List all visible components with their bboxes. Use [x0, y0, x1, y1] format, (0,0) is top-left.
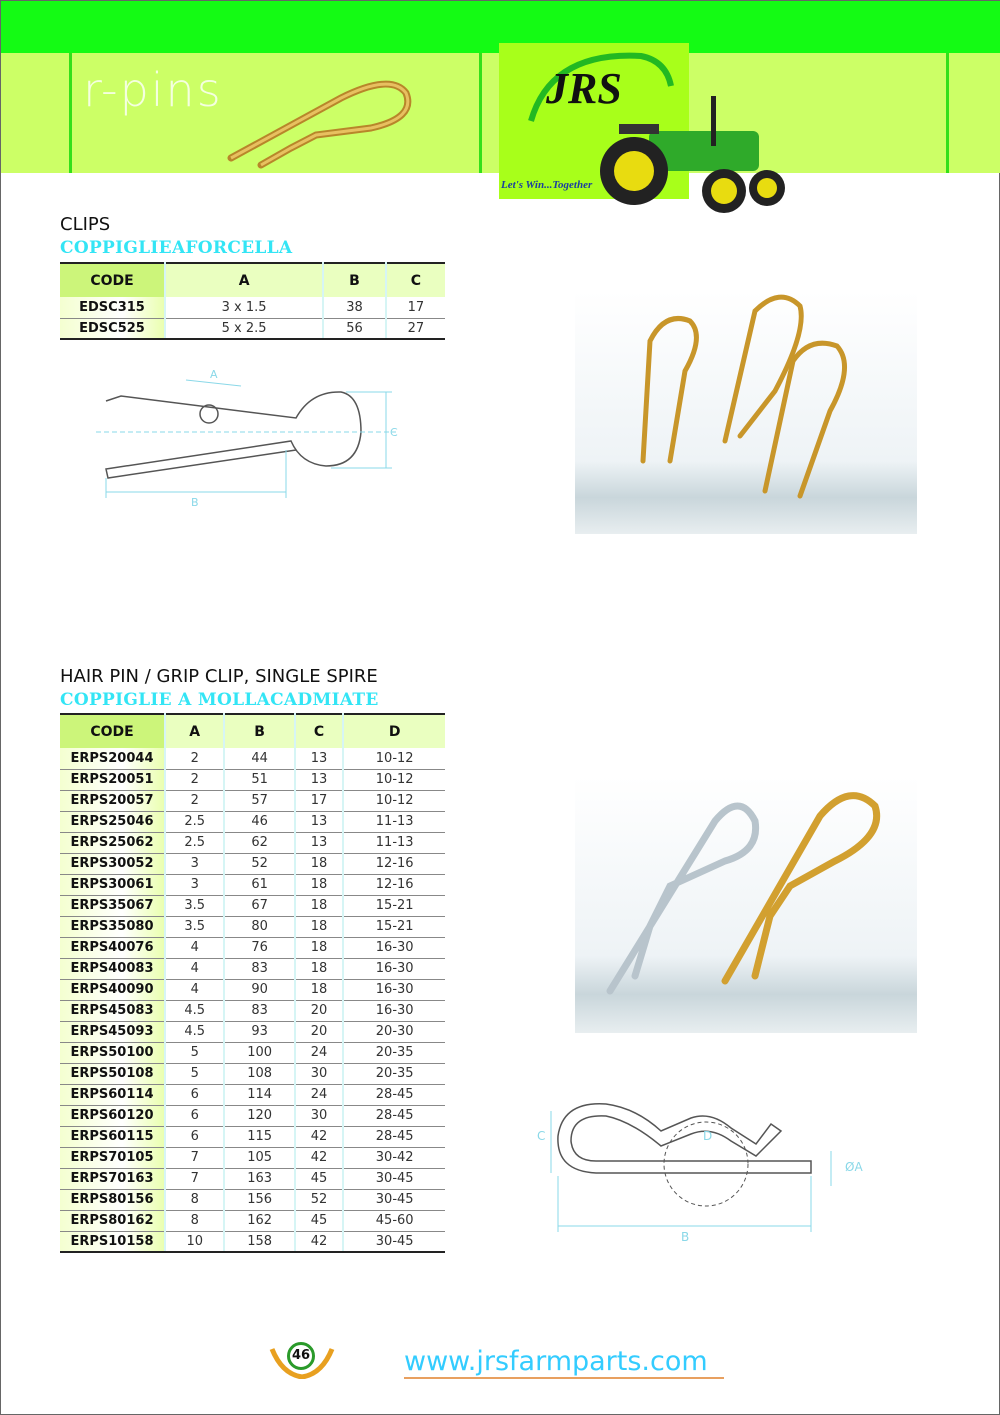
- cell-value: 45-60: [343, 1210, 445, 1231]
- cell-value: 18: [295, 958, 344, 979]
- hairpin-table: [60, 713, 445, 1253]
- cell-value: 5 x 2.5: [165, 318, 323, 339]
- table-row: [60, 811, 445, 832]
- clips-title: CLIPS: [60, 214, 111, 235]
- cell-value: 11-13: [343, 811, 445, 832]
- clips-diagram: [96, 366, 416, 511]
- cell-value: 2: [165, 769, 224, 790]
- website-link[interactable]: www.jrsfarmparts.com: [404, 1346, 724, 1379]
- table-row: [60, 748, 445, 769]
- cell-value: 30-45: [343, 1168, 445, 1189]
- cell-value: 42: [295, 1147, 344, 1168]
- column-header: CODE: [60, 263, 165, 297]
- column-header: B: [224, 714, 294, 748]
- cell-value: 45: [295, 1210, 344, 1231]
- cell-value: 24: [295, 1084, 344, 1105]
- table-row: [60, 790, 445, 811]
- cell-value: 52: [224, 853, 294, 874]
- cell-value: 46: [224, 811, 294, 832]
- cell-value: 13: [295, 748, 344, 769]
- cell-value: 42: [295, 1126, 344, 1147]
- table-row: [60, 874, 445, 895]
- cell-value: 56: [323, 318, 386, 339]
- cell-code: ERPS40090: [60, 979, 165, 1000]
- tractor-image: [599, 96, 791, 216]
- cell-value: 18: [295, 874, 344, 895]
- cell-value: 156: [224, 1189, 294, 1210]
- cell-value: 42: [295, 1231, 344, 1252]
- cell-value: 57: [224, 790, 294, 811]
- cell-value: 18: [295, 979, 344, 1000]
- cell-value: 5: [165, 1042, 224, 1063]
- cell-value: 115: [224, 1126, 294, 1147]
- page-title: r-pins: [83, 63, 223, 117]
- dimension-label-c: C: [390, 426, 398, 439]
- cell-value: 108: [224, 1063, 294, 1084]
- cell-value: 20-35: [343, 1063, 445, 1084]
- cell-value: 52: [295, 1189, 344, 1210]
- clips-photo: [575, 291, 917, 534]
- cell-value: 13: [295, 811, 344, 832]
- cell-value: 30-42: [343, 1147, 445, 1168]
- dimension-label-b: B: [191, 496, 199, 509]
- table-row: [60, 1063, 445, 1084]
- cell-value: 16-30: [343, 937, 445, 958]
- table-row: [60, 916, 445, 937]
- cell-value: 30: [295, 1105, 344, 1126]
- cell-value: 2: [165, 748, 224, 769]
- cell-value: 163: [224, 1168, 294, 1189]
- cell-code: ERPS20057: [60, 790, 165, 811]
- dimension-label-d: D: [703, 1129, 713, 1143]
- cell-value: 3 x 1.5: [165, 297, 323, 318]
- cell-value: 12-16: [343, 874, 445, 895]
- cell-value: 4.5: [165, 1021, 224, 1042]
- cell-value: 51: [224, 769, 294, 790]
- cell-code: ERPS35080: [60, 916, 165, 937]
- cell-value: 10-12: [343, 769, 445, 790]
- cell-value: 3.5: [165, 916, 224, 937]
- cell-code: ERPS25062: [60, 832, 165, 853]
- page-number: 46: [287, 1342, 315, 1370]
- cell-value: 2.5: [165, 832, 224, 853]
- cell-value: 10-12: [343, 790, 445, 811]
- cell-code: ERPS50100: [60, 1042, 165, 1063]
- cell-value: 20: [295, 1000, 344, 1021]
- cell-code: ERPS60120: [60, 1105, 165, 1126]
- cell-value: 28-45: [343, 1105, 445, 1126]
- cell-value: 7: [165, 1147, 224, 1168]
- cell-value: 62: [224, 832, 294, 853]
- cell-value: 105: [224, 1147, 294, 1168]
- table-row: [60, 1105, 445, 1126]
- divider: [69, 53, 72, 173]
- table-row: [60, 853, 445, 874]
- cell-code: ERPS10158: [60, 1231, 165, 1252]
- cell-value: 93: [224, 1021, 294, 1042]
- cell-value: 4.5: [165, 1000, 224, 1021]
- table-row: [60, 1189, 445, 1210]
- cell-code: ERPS50108: [60, 1063, 165, 1084]
- cell-value: 12-16: [343, 853, 445, 874]
- cell-value: 3.5: [165, 895, 224, 916]
- column-header: A: [165, 714, 224, 748]
- cell-code: ERPS35067: [60, 895, 165, 916]
- cell-value: 15-21: [343, 895, 445, 916]
- cell-value: 27: [386, 318, 445, 339]
- cell-value: 8: [165, 1210, 224, 1231]
- cell-value: 20-35: [343, 1042, 445, 1063]
- table-row: [60, 1210, 445, 1231]
- cell-value: 17: [386, 297, 445, 318]
- cell-value: 83: [224, 958, 294, 979]
- cell-code: ERPS20051: [60, 769, 165, 790]
- clips-subtitle: COPPIGLIEAFORCELLA: [60, 238, 293, 258]
- table-row: [60, 1168, 445, 1189]
- cell-value: 13: [295, 769, 344, 790]
- dimension-label-a: A: [210, 368, 218, 381]
- table-row: [60, 1126, 445, 1147]
- cell-value: 20-30: [343, 1021, 445, 1042]
- divider: [946, 53, 949, 173]
- cell-value: 16-30: [343, 1000, 445, 1021]
- cell-value: 30: [295, 1063, 344, 1084]
- cell-value: 16-30: [343, 958, 445, 979]
- cell-code: ERPS70105: [60, 1147, 165, 1168]
- cell-value: 6: [165, 1126, 224, 1147]
- table-row: [60, 958, 445, 979]
- cell-value: 7: [165, 1168, 224, 1189]
- cell-value: 18: [295, 895, 344, 916]
- table-row: [60, 769, 445, 790]
- column-header: C: [386, 263, 445, 297]
- cell-code: ERPS20044: [60, 748, 165, 769]
- cell-value: 4: [165, 937, 224, 958]
- column-header: B: [323, 263, 386, 297]
- table-row: [60, 1231, 445, 1252]
- cell-code: ERPS45083: [60, 1000, 165, 1021]
- cell-value: 18: [295, 916, 344, 937]
- logo: JRS: [546, 64, 622, 113]
- cell-code: EDSC525: [60, 318, 165, 339]
- cell-value: 45: [295, 1168, 344, 1189]
- hairpin-subtitle: COPPIGLIE A MOLLACADMIATE: [60, 690, 379, 710]
- cell-code: ERPS60115: [60, 1126, 165, 1147]
- cell-value: 162: [224, 1210, 294, 1231]
- cell-value: 6: [165, 1084, 224, 1105]
- cell-value: 158: [224, 1231, 294, 1252]
- dimension-label-c: C: [537, 1129, 546, 1143]
- table-row: [60, 1084, 445, 1105]
- cell-value: 28-45: [343, 1126, 445, 1147]
- cell-value: 18: [295, 853, 344, 874]
- cell-value: 38: [323, 297, 386, 318]
- column-header: C: [295, 714, 344, 748]
- cell-value: 76: [224, 937, 294, 958]
- cell-code: ERPS40083: [60, 958, 165, 979]
- table-row: [60, 1000, 445, 1021]
- cell-value: 6: [165, 1105, 224, 1126]
- cell-value: 17: [295, 790, 344, 811]
- cell-value: 10-12: [343, 748, 445, 769]
- cell-value: 3: [165, 874, 224, 895]
- cell-value: 4: [165, 979, 224, 1000]
- table-row: [60, 1042, 445, 1063]
- cell-code: ERPS40076: [60, 937, 165, 958]
- cell-value: 3: [165, 853, 224, 874]
- cell-value: 11-13: [343, 832, 445, 853]
- cell-value: 30-45: [343, 1231, 445, 1252]
- cell-code: ERPS25046: [60, 811, 165, 832]
- table-row: [60, 979, 445, 1000]
- r-pin-header-image: [221, 73, 421, 173]
- table-row: [60, 1021, 445, 1042]
- cell-value: 4: [165, 958, 224, 979]
- hairpin-title: HAIR PIN / GRIP CLIP, SINGLE SPIRE: [60, 666, 378, 687]
- cell-value: 61: [224, 874, 294, 895]
- cell-value: 90: [224, 979, 294, 1000]
- cell-code: ERPS80162: [60, 1210, 165, 1231]
- table-row: [60, 895, 445, 916]
- table-row: [60, 937, 445, 958]
- cell-value: 83: [224, 1000, 294, 1021]
- cell-code: ERPS45093: [60, 1021, 165, 1042]
- table-row: [60, 318, 445, 339]
- cell-value: 67: [224, 895, 294, 916]
- table-row: [60, 297, 445, 318]
- clips-table: [60, 262, 445, 340]
- cell-value: 8: [165, 1189, 224, 1210]
- hairpin-photo: [575, 776, 917, 1033]
- cell-value: 114: [224, 1084, 294, 1105]
- cell-value: 44: [224, 748, 294, 769]
- cell-value: 20: [295, 1021, 344, 1042]
- cell-value: 16-30: [343, 979, 445, 1000]
- cell-code: ERPS60114: [60, 1084, 165, 1105]
- cell-value: 28-45: [343, 1084, 445, 1105]
- dimension-label-b: B: [681, 1230, 690, 1244]
- cell-value: 80: [224, 916, 294, 937]
- column-header: A: [165, 263, 323, 297]
- column-header: CODE: [60, 714, 165, 748]
- cell-value: 2.5: [165, 811, 224, 832]
- cell-value: 120: [224, 1105, 294, 1126]
- table-row: [60, 832, 445, 853]
- table-row: [60, 1147, 445, 1168]
- cell-value: 2: [165, 790, 224, 811]
- cell-code: ERPS80156: [60, 1189, 165, 1210]
- cell-value: 10: [165, 1231, 224, 1252]
- cell-value: 15-21: [343, 916, 445, 937]
- cell-value: 18: [295, 937, 344, 958]
- cell-code: ERPS30052: [60, 853, 165, 874]
- cell-code: EDSC315: [60, 297, 165, 318]
- divider: [479, 53, 482, 173]
- dimension-label-a: ØA: [845, 1160, 863, 1174]
- hairpin-diagram: [531, 1096, 876, 1246]
- cell-code: ERPS70163: [60, 1168, 165, 1189]
- cell-value: 100: [224, 1042, 294, 1063]
- cell-value: 24: [295, 1042, 344, 1063]
- column-header: D: [343, 714, 445, 748]
- cell-code: ERPS30061: [60, 874, 165, 895]
- tagline: Let's Win...Together: [501, 179, 593, 191]
- cell-value: 30-45: [343, 1189, 445, 1210]
- cell-value: 13: [295, 832, 344, 853]
- cell-value: 5: [165, 1063, 224, 1084]
